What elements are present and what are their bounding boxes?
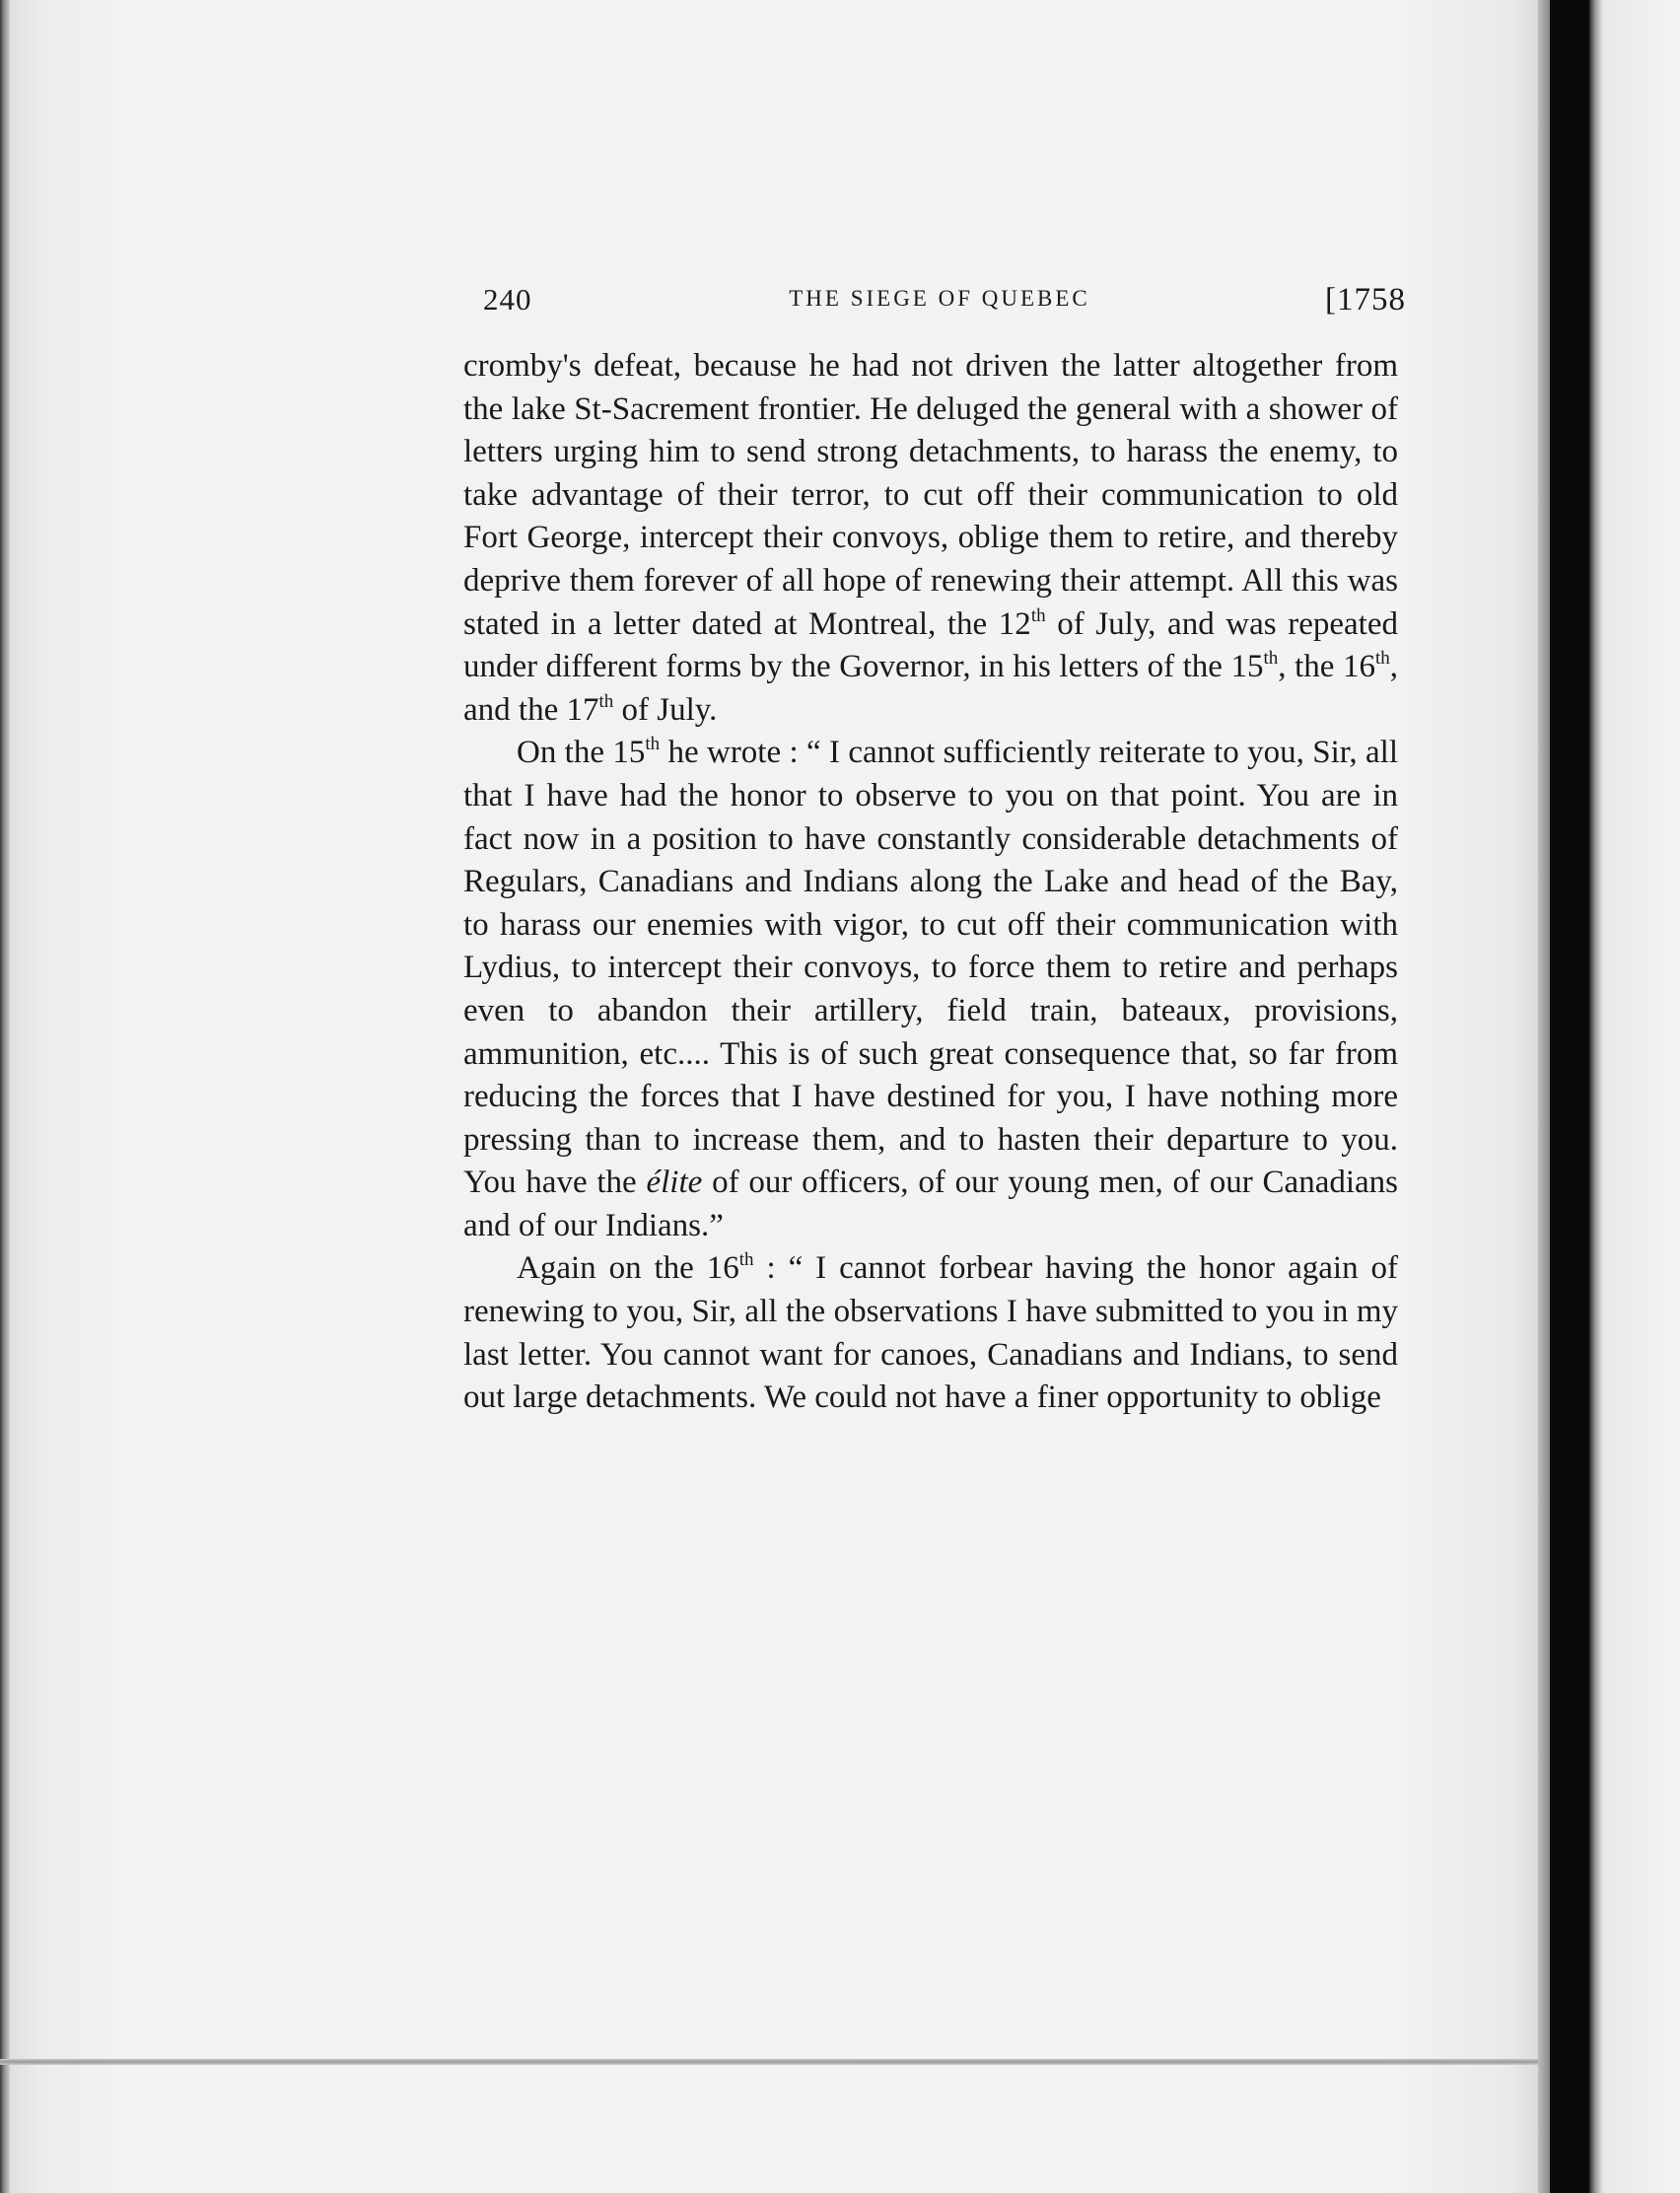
running-title: THE SIEGE OF QUEBEC <box>789 286 1090 311</box>
text-run: cromby's defeat, because he had not driven the latter altogether from the lake St-Sacrement frontier. He deluged the general with a shower of letters urging him to send strong detachments, to harass the enemy, to take advantage of their terror, to cut off their communication to old Fort George, intercept their convoys, oblige them to retire, and thereby deprive them forever of all hope of renewing their attempt. All this was stated in a letter dated at Montreal, the 12 <box>463 348 1398 642</box>
superscript: th <box>1263 648 1279 670</box>
superscript: th <box>645 734 661 755</box>
superscript: th <box>1030 604 1046 626</box>
text-run: , and the 17 <box>463 649 1398 728</box>
text-run: On the 15 <box>517 735 646 771</box>
text-run: of July. <box>613 691 718 728</box>
text-run: Again on the 16 <box>517 1250 739 1287</box>
page-number: 240 <box>483 282 532 317</box>
spine-shadow <box>1538 0 1550 2193</box>
text-run: of July, and was repeated under different forms by the Governor, in his letters of the 15 <box>463 605 1398 685</box>
year-marker: [1758 <box>1325 282 1406 318</box>
text-run: : “ I cannot forbear having the honor again of renewing to you, Sir, all the observations I have submitted to you in my last letter. You cannot want for canoes, Canadians and Indians, to send out large detachments. We could not have a finer opportunity to oblige <box>463 1250 1398 1416</box>
running-head <box>483 282 1406 325</box>
book-spine <box>1550 0 1589 2193</box>
superscript: th <box>598 690 614 712</box>
superscript: th <box>1374 648 1390 670</box>
page-bottom-edge <box>0 2059 1538 2065</box>
next-page-edge <box>1589 0 1680 2193</box>
body-text <box>463 345 1398 1420</box>
paragraph-2 <box>463 732 1398 1247</box>
superscript: th <box>738 1249 754 1271</box>
paragraph-1 <box>463 345 1398 732</box>
text-run: of our officers, of our young men, of our Canadians and of our Indians.” <box>463 1165 1398 1243</box>
italic-word: élite <box>646 1165 703 1201</box>
text-run: he wrote : “ I cannot sufficiently reiterate to you, Sir, all that I have had the honor to observe to you on that point. You are in fact now in a position to have constantly considerable detachments of Regulars, Canadians and Indians along the Lake and head of the Bay, to harass our enemies with vigor, to cut off their communication with Lydius, to intercept their convoys, to force them to retire and perhaps even to abandon their artillery, field train, bateaux, provisions, ammunition, etc.... This is of such great consequence that, so far from reducing the forces that I have destined for you, I have nothing more pressing than to increase them, and to hasten their departure to you. You have the <box>463 735 1399 1201</box>
text-run: , the 16 <box>1278 649 1375 685</box>
paragraph-3 <box>463 1247 1398 1419</box>
page-left-edge <box>0 0 10 2193</box>
